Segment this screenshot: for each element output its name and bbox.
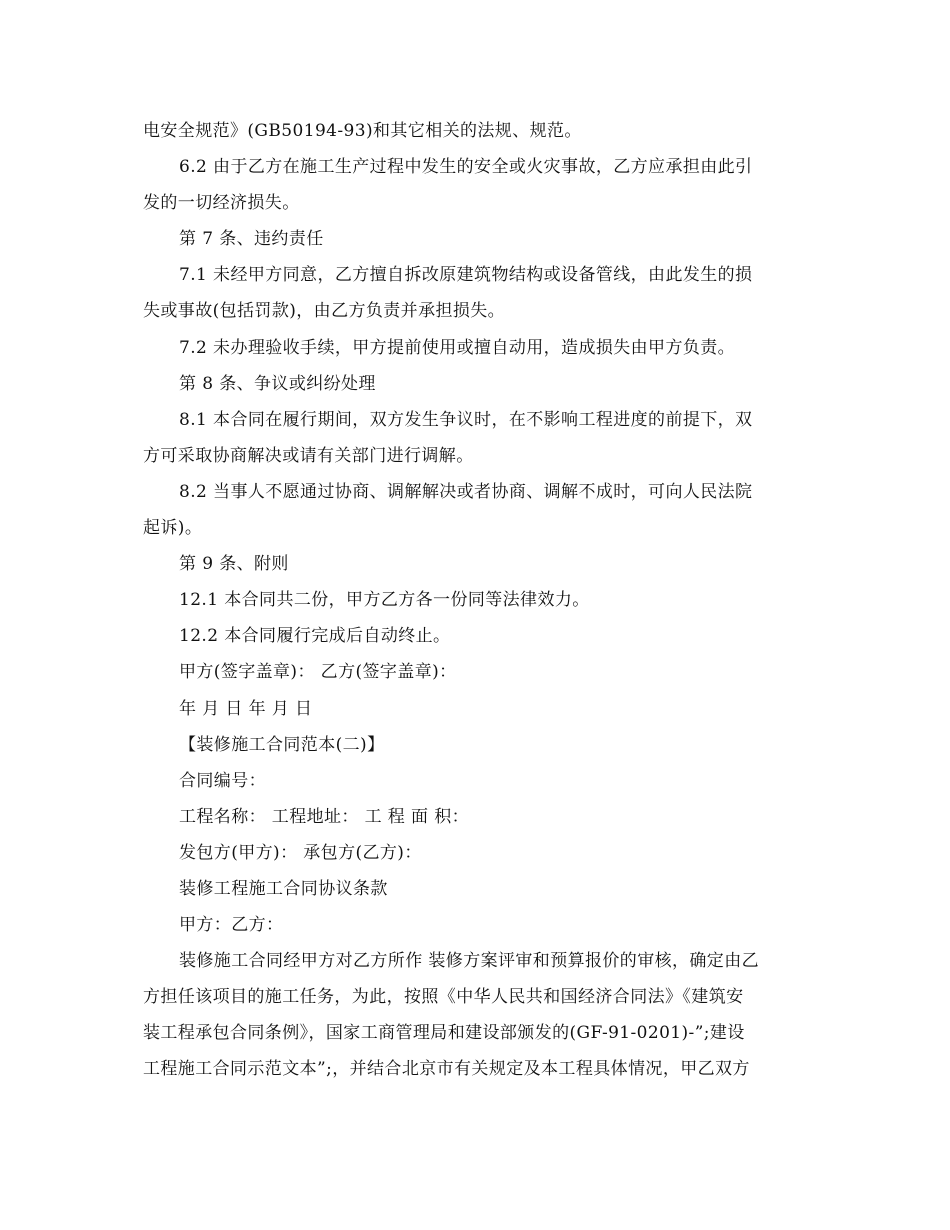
clause-12-1-line: 12.1 本合同共二份，甲方乙方各一份同等法律效力。 — [179, 590, 590, 611]
parties-line: 发包方(甲方)： 承包方(乙方)： — [179, 842, 422, 863]
article-7-heading: 第 7 条、违约责任 — [179, 229, 324, 250]
text-line: 电安全规范》(GB50194-93)和其它相关的法规、规范。 — [143, 121, 582, 141]
clause-6-2-line: 6.2 由于乙方在施工生产过程中发生的安全或火灾事故，乙方应承担由此引 — [179, 157, 753, 178]
signature-line: 甲方(签字盖章)： 乙方(签字盖章)： — [179, 662, 457, 683]
party-names-line: 甲方：乙方： — [179, 915, 284, 936]
project-info-line: 工程名称： 工程地址： 工 程 面 积： — [179, 806, 470, 827]
preamble-line: 装修施工合同经甲方对乙方所作 装修方案评审和预算报价的审核，确定由乙 — [179, 951, 760, 972]
text-line: 失或事故(包括罚款)，由乙方负责并承担损失。 — [143, 301, 506, 322]
clause-8-2-line: 8.2 当事人不愿通过协商、调解解决或者协商、调解不成时，可向人民法院 — [179, 481, 753, 502]
text-line: 方担任该项目的施工任务，为此，按照《中华人民共和国经济合同法》《建筑安 — [143, 987, 744, 1008]
section-title: 【装修施工合同范本(二)】 — [179, 734, 385, 755]
agreement-terms-heading: 装修工程施工合同协议条款 — [179, 878, 388, 899]
clause-7-1-line: 7.1 未经甲方同意，乙方擅自拆改原建筑物结构或设备管线，由此发生的损 — [179, 265, 753, 286]
clause-12-2-line: 12.2 本合同履行完成后自动终止。 — [179, 626, 451, 647]
text-line: 工程施工合同示范文本”;，并结合北京市有关规定及本工程具体情况，甲乙双方 — [143, 1059, 750, 1080]
text-line: 发的一切经济损失。 — [143, 193, 300, 214]
text-line: 起诉)。 — [143, 518, 203, 539]
text-line: 装工程承包合同条例》，国家工商管理局和建设部颁发的(GF-91-0201)-”;建设 — [143, 1023, 745, 1044]
article-8-heading: 第 8 条、争议或纠纷处理 — [179, 373, 376, 394]
document-body — [143, 113, 803, 1088]
clause-8-1-line: 8.1 本合同在履行期间，双方发生争议时，在不影响工程进度的前提下，双 — [179, 409, 753, 430]
clause-7-2-line: 7.2 未办理验收手续，甲方提前使用或擅自动用，造成损失由甲方负责。 — [179, 337, 736, 358]
text-line: 方可采取协商解决或请有关部门进行调解。 — [143, 445, 474, 466]
contract-number-line: 合同编号： — [179, 770, 266, 791]
article-9-heading: 第 9 条、附则 — [179, 554, 289, 575]
date-line: 年 月 日 年 月 日 — [179, 698, 313, 719]
